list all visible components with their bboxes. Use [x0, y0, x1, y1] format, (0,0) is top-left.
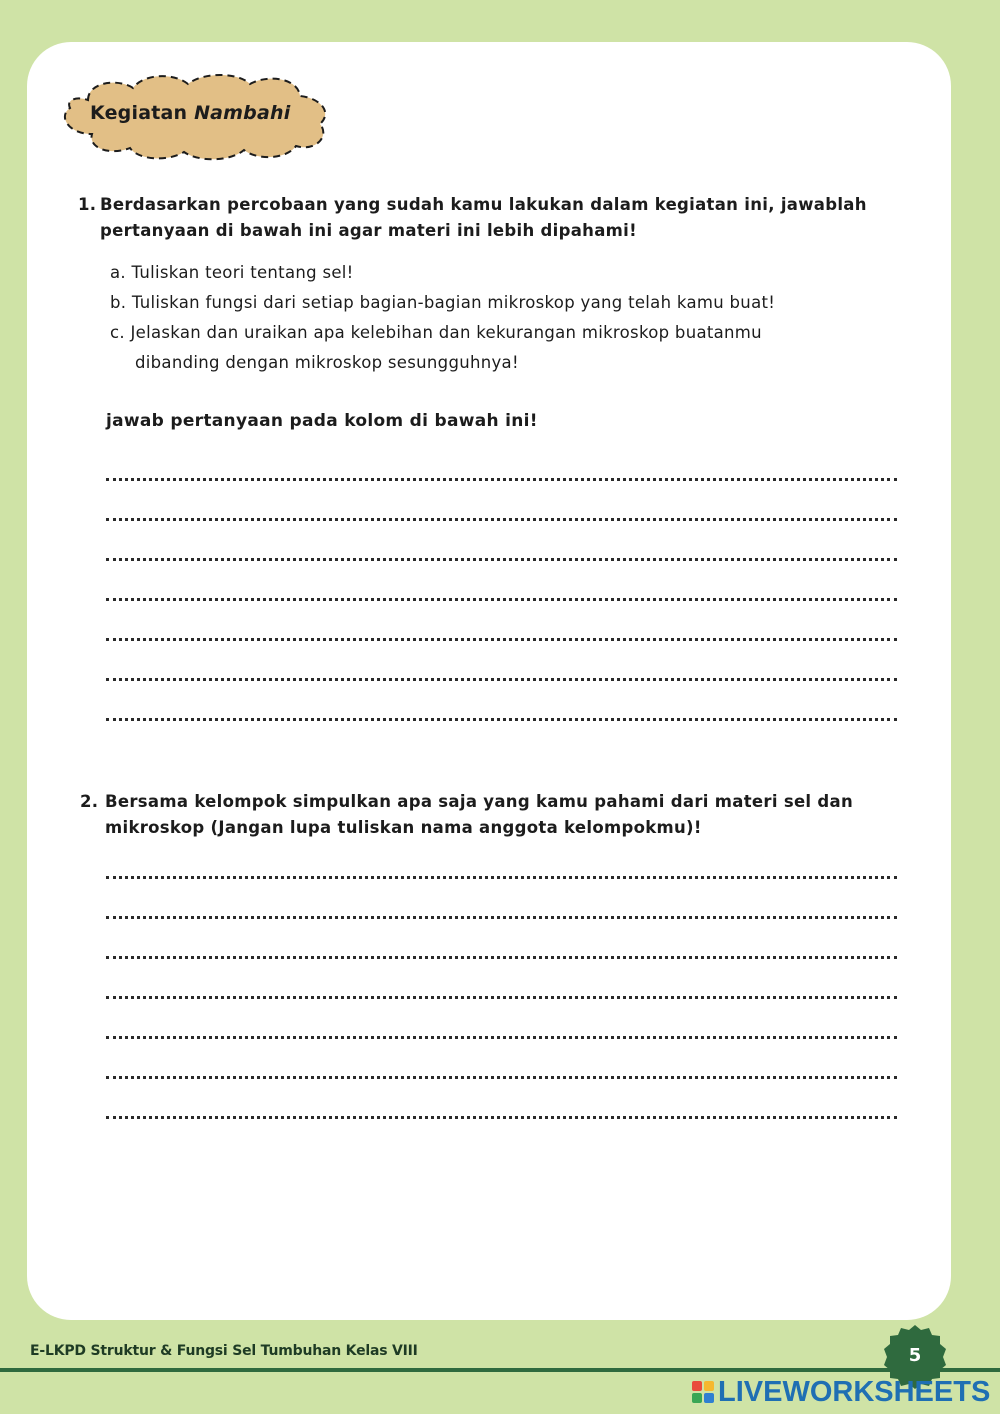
question-1-text: Berdasarkan percobaan yang sudah kamu lakukan dalam kegiatan ini, jawablah pertanyaan di bawah ini agar materi ini lebih dipahami!	[100, 195, 867, 240]
answer-line[interactable]	[106, 518, 897, 521]
answer-line[interactable]	[106, 478, 897, 481]
answer-line[interactable]	[106, 956, 897, 959]
question-2-text: Bersama kelompok simpulkan apa saja yang kamu pahami dari materi sel dan mikroskop (Jangan lupa tuliskan nama anggota kelompokmu)!	[105, 792, 854, 837]
question-1-number: 1.	[78, 195, 97, 214]
answer-line[interactable]	[106, 1076, 897, 1079]
answer-line[interactable]	[106, 718, 897, 721]
question-1	[78, 192, 900, 244]
question-2-number: 2.	[80, 792, 99, 811]
liveworksheets-brand: LIVEWORKSHEETS	[718, 1375, 991, 1408]
answer-line[interactable]	[106, 558, 897, 561]
answer-line[interactable]	[106, 876, 897, 879]
answer-line[interactable]	[106, 1116, 897, 1119]
page-number: 5	[908, 1345, 922, 1366]
answer-instruction: jawab pertanyaan pada kolom di bawah ini!	[106, 411, 538, 431]
footer-divider	[0, 1368, 1000, 1372]
liveworksheets-icon	[692, 1381, 714, 1403]
section-title-cloud	[58, 70, 333, 162]
answer-line[interactable]	[106, 638, 897, 641]
answer-line[interactable]	[106, 996, 897, 999]
question-1-item-c: c. Jelaskan dan uraikan apa kelebihan dan kekurangan mikroskop buatanmu	[110, 323, 762, 342]
section-title: Kegiatan Nambahi	[90, 102, 291, 124]
footer-title: E-LKPD Struktur & Fungsi Sel Tumbuhan Kelas VIII	[30, 1343, 418, 1359]
liveworksheets-logo[interactable]	[692, 1374, 990, 1410]
question-1-item-a: a. Tuliskan teori tentang sel!	[110, 263, 354, 282]
answer-line[interactable]	[106, 916, 897, 919]
answer-line[interactable]	[106, 598, 897, 601]
question-1-item-c-continued: dibanding dengan mikroskop sesungguhnya!	[135, 353, 519, 372]
answer-line[interactable]	[106, 1036, 897, 1039]
answer-line[interactable]	[106, 678, 897, 681]
question-1-item-b: b. Tuliskan fungsi dari setiap bagian-bagian mikroskop yang telah kamu buat!	[110, 293, 776, 312]
question-2	[80, 789, 900, 841]
